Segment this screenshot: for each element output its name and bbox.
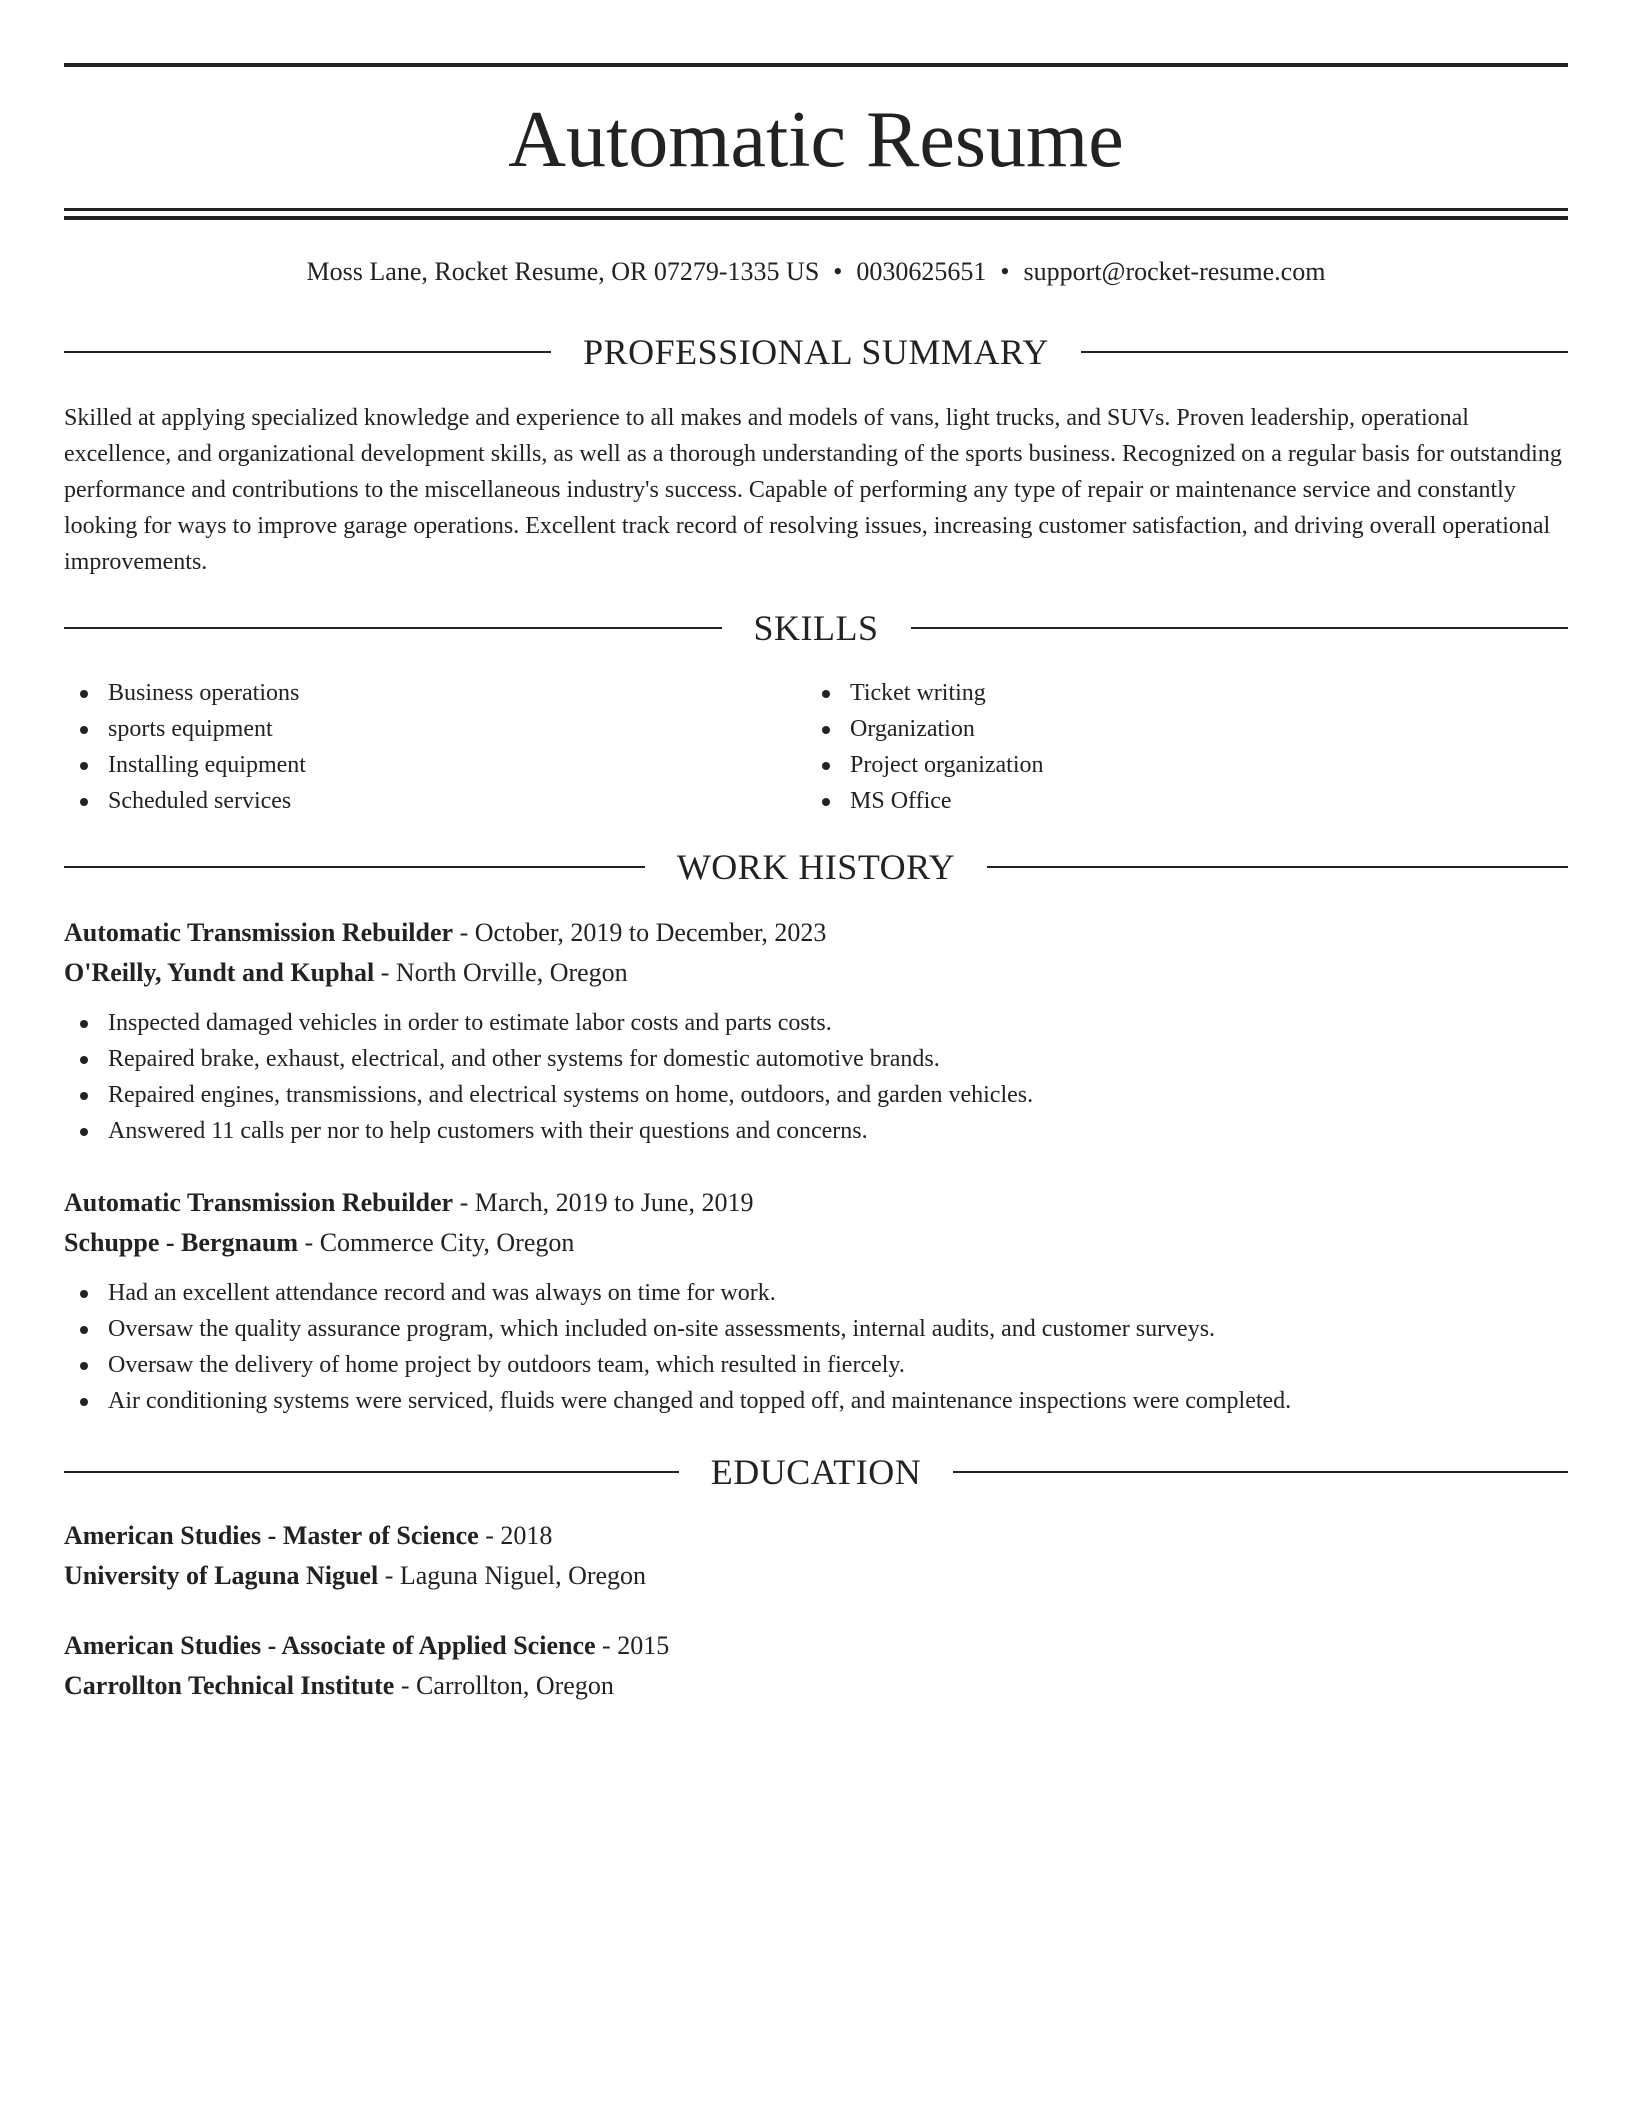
section-rule-right (911, 627, 1569, 629)
work-entry (64, 1183, 1568, 1419)
joiner: - (478, 1521, 501, 1550)
job-bullet: Repaired brake, exhaust, electrical, and other systems for domestic automotive brands. (64, 1041, 1568, 1077)
job-bullet: Answered 11 calls per nor to help customers with their questions and concerns. (64, 1113, 1568, 1149)
skill-item: Business operations (64, 675, 806, 711)
section-rule-left (64, 866, 645, 868)
school-name: Carrollton Technical Institute (64, 1671, 395, 1700)
degree-year: 2015 (617, 1631, 670, 1660)
school-location: Carrollton, Oregon (416, 1671, 614, 1700)
summary-section-title: PROFESSIONAL SUMMARY (583, 332, 1049, 372)
company-line (64, 1223, 1568, 1263)
job-bullets (64, 1005, 1568, 1149)
skills-section-header (64, 606, 1568, 650)
school-location: Laguna Niguel, Oregon (399, 1561, 647, 1590)
degree-line (64, 1626, 1568, 1666)
skill-item: Project organization (806, 747, 1568, 783)
skills-column-left (64, 675, 806, 819)
skills-column-right (806, 675, 1568, 819)
education-section-title: EDUCATION (710, 1452, 922, 1492)
contact-separator: • (1000, 257, 1010, 286)
summary-text: Skilled at applying specialized knowledge and experience to all makes and models of vans, light trucks, and SUVs. Proven leadership, operational excellence, and organizational development skills, as well as a thorough understanding of the sports business. Recognized on a regular basis for outstanding performance and contributions to the miscellaneous industry's success. Capable of performing any type of repair or maintenance service and constantly looking for ways to improve garage operations. Excellent track record of resolving issues, increasing customer satisfaction, and driving overall operational improvements. (64, 405, 1562, 575)
work-entry (64, 913, 1568, 1149)
job-bullet: Air conditioning systems were serviced, fluids were changed and topped off, and maintenance inspections were completed. (64, 1383, 1568, 1419)
skill-item: Ticket writing (806, 675, 1568, 711)
top-divider (64, 63, 1568, 67)
skill-item: Installing equipment (64, 747, 806, 783)
section-rule-left (64, 1471, 679, 1473)
joiner: - (374, 958, 396, 987)
job-dates: October, 2019 to December, 2023 (474, 918, 827, 947)
header-divider-upper (64, 208, 1568, 211)
summary-section-header (64, 330, 1568, 374)
contact-line (64, 255, 1568, 289)
job-bullet: Oversaw the delivery of home project by outdoors team, which resulted in fiercely. (64, 1347, 1568, 1383)
school-line (64, 1666, 1568, 1706)
resume-name: Automatic Resume (508, 96, 1124, 184)
skill-item: Organization (806, 711, 1568, 747)
company-location: North Orville, Oregon (395, 958, 628, 987)
joiner: - (595, 1631, 618, 1660)
skills-list (64, 675, 1568, 819)
company-location: Commerce City, Oregon (319, 1228, 575, 1257)
education-entry (64, 1516, 1568, 1596)
contact-phone: 0030625651 (856, 257, 987, 286)
joiner: - (298, 1228, 320, 1257)
work-section-title: WORK HISTORY (676, 847, 956, 887)
degree-line (64, 1516, 1568, 1556)
section-rule-left (64, 351, 551, 353)
skill-item: Scheduled services (64, 783, 806, 819)
job-title: Automatic Transmission Rebuilder (64, 918, 454, 947)
section-rule-right (1081, 351, 1568, 353)
job-bullets (64, 1275, 1568, 1419)
degree-year: 2018 (500, 1521, 553, 1550)
header-divider-lower (64, 216, 1568, 220)
joiner: - (453, 918, 475, 947)
section-rule-right (953, 1471, 1568, 1473)
work-section-header (64, 845, 1568, 889)
skill-item: MS Office (806, 783, 1568, 819)
job-dates: March, 2019 to June, 2019 (474, 1188, 754, 1217)
company-name: O'Reilly, Yundt and Kuphal (64, 958, 375, 987)
school-name: University of Laguna Niguel (64, 1561, 379, 1590)
school-line (64, 1556, 1568, 1596)
company-name: Schuppe - Bergnaum (64, 1228, 299, 1257)
job-bullet: Oversaw the quality assurance program, which included on-site assessments, internal audits, and customer surveys. (64, 1311, 1568, 1347)
contact-email: support@rocket-resume.com (1023, 257, 1326, 286)
joiner: - (378, 1561, 400, 1590)
education-section-header (64, 1450, 1568, 1494)
education-entry (64, 1626, 1568, 1706)
job-bullet: Had an excellent attendance record and was always on time for work. (64, 1275, 1568, 1311)
degree-name: American Studies - Associate of Applied Science (64, 1631, 596, 1660)
job-title-line (64, 1183, 1568, 1223)
contact-address: Moss Lane, Rocket Resume, OR 07279-1335 US (306, 257, 820, 286)
section-rule-left (64, 627, 722, 629)
job-bullet: Repaired engines, transmissions, and electrical systems on home, outdoors, and garden vehicles. (64, 1077, 1568, 1113)
degree-name: American Studies - Master of Science (64, 1521, 479, 1550)
joiner: - (453, 1188, 475, 1217)
job-title-line (64, 913, 1568, 953)
company-line (64, 953, 1568, 993)
skills-section-title: SKILLS (753, 608, 879, 648)
contact-separator: • (833, 257, 843, 286)
section-rule-right (987, 866, 1568, 868)
job-bullet: Inspected damaged vehicles in order to estimate labor costs and parts costs. (64, 1005, 1568, 1041)
job-title: Automatic Transmission Rebuilder (64, 1188, 454, 1217)
skill-item: sports equipment (64, 711, 806, 747)
joiner: - (394, 1671, 416, 1700)
